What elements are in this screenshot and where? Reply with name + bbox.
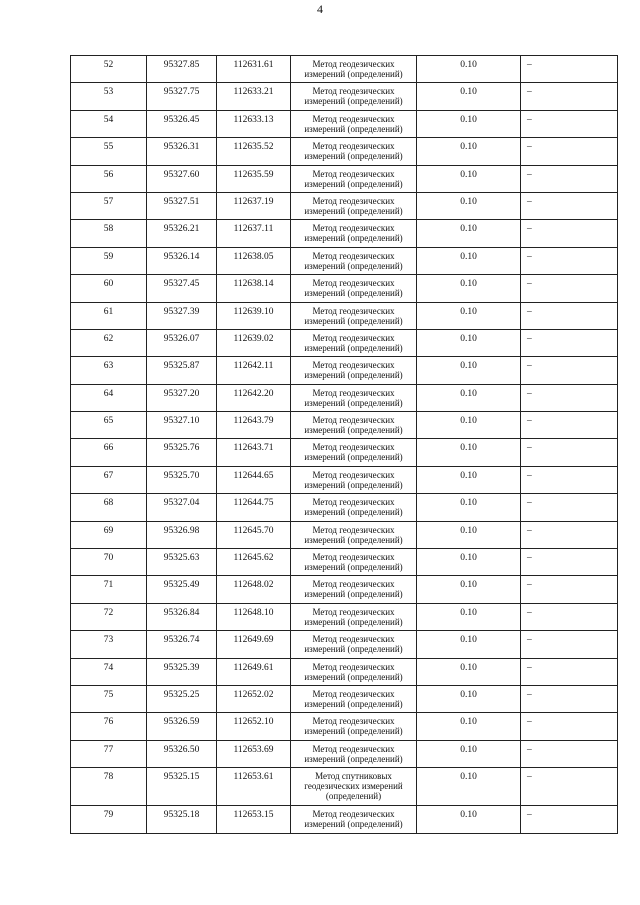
coordinate-y-cell: 112652.10	[217, 713, 291, 740]
coordinate-x-cell: 95326.14	[147, 247, 217, 274]
accuracy-cell: 0.10	[417, 220, 521, 247]
table-row	[71, 138, 618, 165]
method-cell: Метод геодезических измерений (определений)	[291, 275, 417, 302]
method-cell: Метод геодезических измерений (определений)	[291, 220, 417, 247]
coordinate-x-cell: 95327.20	[147, 384, 217, 411]
method-cell: Метод геодезических измерений (определений)	[291, 439, 417, 466]
point-number-cell: 73	[71, 631, 147, 658]
table-row	[71, 220, 618, 247]
coordinate-y-cell: 112635.59	[217, 165, 291, 192]
note-cell: –	[521, 192, 618, 219]
point-number-cell: 58	[71, 220, 147, 247]
table-row	[71, 329, 618, 356]
coordinate-x-cell: 95325.87	[147, 357, 217, 384]
coordinate-x-cell: 95326.74	[147, 631, 217, 658]
point-number-cell: 77	[71, 740, 147, 767]
table-row	[71, 302, 618, 329]
accuracy-cell: 0.10	[417, 521, 521, 548]
note-cell: –	[521, 576, 618, 603]
method-cell: Метод геодезических измерений (определений)	[291, 576, 417, 603]
accuracy-cell: 0.10	[417, 603, 521, 630]
coordinate-x-cell: 95327.60	[147, 165, 217, 192]
coordinate-y-cell: 112644.75	[217, 494, 291, 521]
table-body	[71, 56, 618, 834]
method-cell: Метод геодезических измерений (определений)	[291, 110, 417, 137]
table-row	[71, 806, 618, 833]
accuracy-cell: 0.10	[417, 275, 521, 302]
point-number-cell: 53	[71, 83, 147, 110]
point-number-cell: 66	[71, 439, 147, 466]
coordinate-x-cell: 95325.63	[147, 549, 217, 576]
table-row	[71, 439, 618, 466]
point-number-cell: 59	[71, 247, 147, 274]
accuracy-cell: 0.10	[417, 357, 521, 384]
accuracy-cell: 0.10	[417, 713, 521, 740]
coordinate-y-cell: 112648.10	[217, 603, 291, 630]
coordinate-y-cell: 112638.05	[217, 247, 291, 274]
coordinate-x-cell: 95327.39	[147, 302, 217, 329]
table-row	[71, 549, 618, 576]
coordinate-y-cell: 112631.61	[217, 56, 291, 83]
coordinate-x-cell: 95327.10	[147, 412, 217, 439]
coordinate-y-cell: 112637.11	[217, 220, 291, 247]
method-cell: Метод геодезических измерений (определений)	[291, 521, 417, 548]
table-row	[71, 603, 618, 630]
table-row	[71, 631, 618, 658]
note-cell: –	[521, 521, 618, 548]
method-cell: Метод геодезических измерений (определений)	[291, 713, 417, 740]
note-cell: –	[521, 549, 618, 576]
point-number-cell: 71	[71, 576, 147, 603]
table-row	[71, 83, 618, 110]
coordinate-x-cell: 95325.76	[147, 439, 217, 466]
method-cell: Метод геодезических измерений (определений)	[291, 165, 417, 192]
page-number: 4	[317, 2, 323, 16]
coordinate-y-cell: 112653.61	[217, 768, 291, 806]
accuracy-cell: 0.10	[417, 494, 521, 521]
accuracy-cell: 0.10	[417, 549, 521, 576]
note-cell: –	[521, 631, 618, 658]
note-cell: –	[521, 806, 618, 833]
note-cell: –	[521, 685, 618, 712]
point-number-cell: 61	[71, 302, 147, 329]
point-number-cell: 57	[71, 192, 147, 219]
method-cell: Метод геодезических измерений (определений)	[291, 740, 417, 767]
table-row	[71, 768, 618, 806]
coordinate-y-cell: 112645.70	[217, 521, 291, 548]
coordinate-x-cell: 95327.75	[147, 83, 217, 110]
coordinate-y-cell: 112642.11	[217, 357, 291, 384]
point-number-cell: 54	[71, 110, 147, 137]
point-number-cell: 70	[71, 549, 147, 576]
note-cell: –	[521, 165, 618, 192]
table-row	[71, 685, 618, 712]
table-row	[71, 247, 618, 274]
note-cell: –	[521, 83, 618, 110]
coordinate-x-cell: 95325.70	[147, 466, 217, 493]
note-cell: –	[521, 247, 618, 274]
point-number-cell: 60	[71, 275, 147, 302]
table-row	[71, 275, 618, 302]
accuracy-cell: 0.10	[417, 165, 521, 192]
coordinate-y-cell: 112633.13	[217, 110, 291, 137]
method-cell: Метод геодезических измерений (определений)	[291, 56, 417, 83]
point-number-cell: 79	[71, 806, 147, 833]
table-row	[71, 384, 618, 411]
point-number-cell: 64	[71, 384, 147, 411]
note-cell: –	[521, 658, 618, 685]
coordinate-x-cell: 95327.04	[147, 494, 217, 521]
table-row	[71, 466, 618, 493]
method-cell: Метод геодезических измерений (определений)	[291, 192, 417, 219]
method-cell: Метод геодезических измерений (определений)	[291, 138, 417, 165]
method-cell: Метод геодезических измерений (определений)	[291, 466, 417, 493]
note-cell: –	[521, 56, 618, 83]
point-number-cell: 78	[71, 768, 147, 806]
accuracy-cell: 0.10	[417, 685, 521, 712]
coordinate-y-cell: 112649.61	[217, 658, 291, 685]
coordinate-x-cell: 95326.31	[147, 138, 217, 165]
point-number-cell: 76	[71, 713, 147, 740]
coordinate-y-cell: 112638.14	[217, 275, 291, 302]
method-cell: Метод геодезических измерений (определений)	[291, 412, 417, 439]
coordinates-table	[70, 55, 618, 834]
method-cell: Метод геодезических измерений (определений)	[291, 357, 417, 384]
coordinate-y-cell: 112635.52	[217, 138, 291, 165]
point-number-cell: 74	[71, 658, 147, 685]
method-cell: Метод геодезических измерений (определений)	[291, 83, 417, 110]
coordinate-y-cell: 112645.62	[217, 549, 291, 576]
point-number-cell: 56	[71, 165, 147, 192]
note-cell: –	[521, 494, 618, 521]
note-cell: –	[521, 603, 618, 630]
note-cell: –	[521, 412, 618, 439]
point-number-cell: 68	[71, 494, 147, 521]
accuracy-cell: 0.10	[417, 576, 521, 603]
method-cell: Метод геодезических измерений (определений)	[291, 658, 417, 685]
note-cell: –	[521, 713, 618, 740]
accuracy-cell: 0.10	[417, 740, 521, 767]
coordinate-x-cell: 95326.59	[147, 713, 217, 740]
accuracy-cell: 0.10	[417, 658, 521, 685]
note-cell: –	[521, 768, 618, 806]
table-row	[71, 110, 618, 137]
coordinate-x-cell: 95326.84	[147, 603, 217, 630]
table-row	[71, 56, 618, 83]
method-cell: Метод геодезических измерений (определений)	[291, 806, 417, 833]
table-row	[71, 713, 618, 740]
method-cell: Метод геодезических измерений (определений)	[291, 685, 417, 712]
coordinate-y-cell: 112643.79	[217, 412, 291, 439]
coordinate-y-cell: 112644.65	[217, 466, 291, 493]
point-number-cell: 69	[71, 521, 147, 548]
coordinate-y-cell: 112653.15	[217, 806, 291, 833]
table-row	[71, 412, 618, 439]
table-row	[71, 494, 618, 521]
note-cell: –	[521, 275, 618, 302]
coordinate-y-cell: 112633.21	[217, 83, 291, 110]
method-cell: Метод спутниковых геодезических измерений (определений)	[291, 768, 417, 806]
point-number-cell: 63	[71, 357, 147, 384]
coordinate-x-cell: 95325.18	[147, 806, 217, 833]
note-cell: –	[521, 302, 618, 329]
point-number-cell: 65	[71, 412, 147, 439]
accuracy-cell: 0.10	[417, 302, 521, 329]
accuracy-cell: 0.10	[417, 768, 521, 806]
coordinate-y-cell: 112642.20	[217, 384, 291, 411]
method-cell: Метод геодезических измерений (определений)	[291, 302, 417, 329]
table-row	[71, 658, 618, 685]
coordinate-x-cell: 95326.50	[147, 740, 217, 767]
table-row	[71, 521, 618, 548]
table-row	[71, 576, 618, 603]
method-cell: Метод геодезических измерений (определений)	[291, 384, 417, 411]
accuracy-cell: 0.10	[417, 412, 521, 439]
coordinate-x-cell: 95327.45	[147, 275, 217, 302]
method-cell: Метод геодезических измерений (определений)	[291, 494, 417, 521]
note-cell: –	[521, 138, 618, 165]
table-row	[71, 192, 618, 219]
note-cell: –	[521, 110, 618, 137]
coordinate-x-cell: 95325.15	[147, 768, 217, 806]
coordinate-y-cell: 112653.69	[217, 740, 291, 767]
coordinate-x-cell: 95326.07	[147, 329, 217, 356]
coordinate-x-cell: 95326.45	[147, 110, 217, 137]
accuracy-cell: 0.10	[417, 192, 521, 219]
accuracy-cell: 0.10	[417, 466, 521, 493]
accuracy-cell: 0.10	[417, 631, 521, 658]
note-cell: –	[521, 466, 618, 493]
point-number-cell: 72	[71, 603, 147, 630]
coordinate-y-cell: 112637.19	[217, 192, 291, 219]
method-cell: Метод геодезических измерений (определений)	[291, 603, 417, 630]
accuracy-cell: 0.10	[417, 247, 521, 274]
accuracy-cell: 0.10	[417, 384, 521, 411]
table-row	[71, 357, 618, 384]
coordinate-y-cell: 112652.02	[217, 685, 291, 712]
accuracy-cell: 0.10	[417, 110, 521, 137]
note-cell: –	[521, 329, 618, 356]
coordinate-y-cell: 112649.69	[217, 631, 291, 658]
accuracy-cell: 0.10	[417, 138, 521, 165]
note-cell: –	[521, 439, 618, 466]
coordinate-x-cell: 95327.51	[147, 192, 217, 219]
table-row	[71, 740, 618, 767]
accuracy-cell: 0.10	[417, 806, 521, 833]
accuracy-cell: 0.10	[417, 83, 521, 110]
point-number-cell: 62	[71, 329, 147, 356]
coordinate-x-cell: 95325.25	[147, 685, 217, 712]
method-cell: Метод геодезических измерений (определений)	[291, 329, 417, 356]
coordinate-y-cell: 112648.02	[217, 576, 291, 603]
point-number-cell: 75	[71, 685, 147, 712]
method-cell: Метод геодезических измерений (определений)	[291, 549, 417, 576]
point-number-cell: 67	[71, 466, 147, 493]
note-cell: –	[521, 384, 618, 411]
method-cell: Метод геодезических измерений (определений)	[291, 247, 417, 274]
note-cell: –	[521, 357, 618, 384]
point-number-cell: 55	[71, 138, 147, 165]
coordinate-x-cell: 95325.49	[147, 576, 217, 603]
accuracy-cell: 0.10	[417, 439, 521, 466]
accuracy-cell: 0.10	[417, 56, 521, 83]
coordinate-x-cell: 95326.21	[147, 220, 217, 247]
method-cell: Метод геодезических измерений (определений)	[291, 631, 417, 658]
coordinate-x-cell: 95325.39	[147, 658, 217, 685]
accuracy-cell: 0.10	[417, 329, 521, 356]
coordinate-x-cell: 95326.98	[147, 521, 217, 548]
table-row	[71, 165, 618, 192]
coordinate-x-cell: 95327.85	[147, 56, 217, 83]
coordinate-y-cell: 112639.02	[217, 329, 291, 356]
coordinate-y-cell: 112639.10	[217, 302, 291, 329]
coordinate-y-cell: 112643.71	[217, 439, 291, 466]
note-cell: –	[521, 740, 618, 767]
point-number-cell: 52	[71, 56, 147, 83]
note-cell: –	[521, 220, 618, 247]
